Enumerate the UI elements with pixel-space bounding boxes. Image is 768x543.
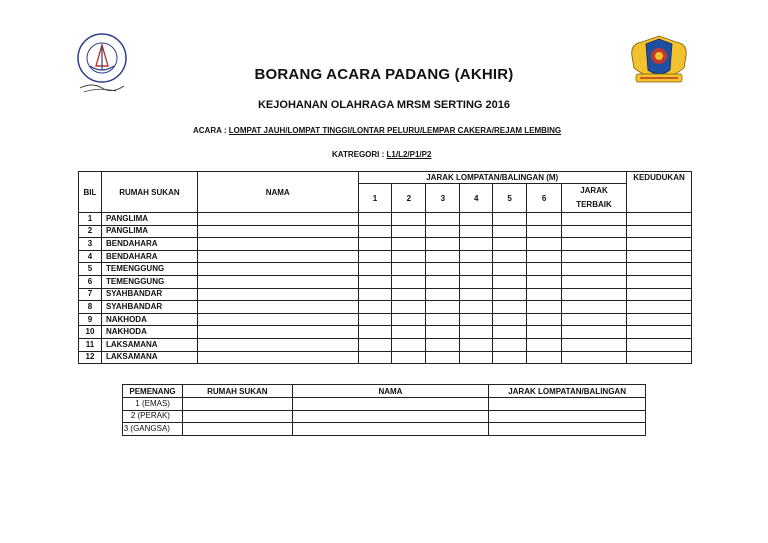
row-bil: 6 bbox=[79, 275, 102, 288]
blank-cell[interactable] bbox=[426, 225, 460, 238]
blank-cell[interactable] bbox=[426, 213, 460, 226]
row-rumah-sukan: PANGLIMA bbox=[101, 225, 197, 238]
blank-cell[interactable] bbox=[489, 398, 646, 411]
row-bil: 11 bbox=[79, 338, 102, 351]
acara-label: ACARA : bbox=[193, 126, 229, 135]
blank-cell[interactable] bbox=[392, 301, 426, 314]
row-rumah-sukan: PANGLIMA bbox=[101, 213, 197, 226]
row-rumah-sukan: BENDAHARA bbox=[101, 238, 197, 251]
blank-cell[interactable] bbox=[527, 326, 562, 339]
blank-cell[interactable] bbox=[489, 410, 646, 423]
header-attempt-4: 4 bbox=[460, 184, 493, 213]
blank-cell[interactable] bbox=[460, 351, 493, 364]
header-jarak: JARAK LOMPATAN/BALINGAN (M) bbox=[358, 172, 626, 184]
row-bil: 5 bbox=[79, 263, 102, 276]
blank-cell[interactable] bbox=[460, 238, 493, 251]
table-row bbox=[79, 326, 692, 339]
blank-cell[interactable] bbox=[197, 338, 358, 351]
row-bil: 1 bbox=[79, 213, 102, 226]
winner-row bbox=[123, 423, 646, 436]
blank-cell[interactable] bbox=[562, 338, 627, 351]
blank-cell[interactable] bbox=[527, 338, 562, 351]
row-rumah-sukan: NAKHODA bbox=[101, 313, 197, 326]
row-bil: 4 bbox=[79, 250, 102, 263]
blank-cell[interactable] bbox=[358, 288, 392, 301]
header-kedudukan: KEDUDUKAN bbox=[626, 172, 691, 213]
winner-row bbox=[123, 398, 646, 411]
blank-cell[interactable] bbox=[358, 313, 392, 326]
blank-cell[interactable] bbox=[493, 225, 527, 238]
winner-rank: 2 (PERAK) bbox=[123, 410, 183, 423]
table-row bbox=[79, 275, 692, 288]
form-title: BORANG ACARA PADANG (AKHIR) bbox=[254, 66, 514, 83]
blank-cell[interactable] bbox=[460, 225, 493, 238]
header-bil: BIL bbox=[79, 172, 102, 213]
acara-value: LOMPAT JAUH/LOMPAT TINGGI/LONTAR PELURU/LEMPAR CAKERA/REJAM LEMBING bbox=[228, 126, 562, 135]
blank-cell[interactable] bbox=[197, 263, 358, 276]
blank-cell[interactable] bbox=[392, 338, 426, 351]
blank-cell[interactable] bbox=[460, 288, 493, 301]
blank-cell[interactable] bbox=[626, 313, 691, 326]
blank-cell[interactable] bbox=[358, 213, 392, 226]
blank-cell[interactable] bbox=[392, 250, 426, 263]
blank-cell[interactable] bbox=[626, 301, 691, 314]
blank-cell[interactable] bbox=[626, 225, 691, 238]
blank-cell[interactable] bbox=[562, 250, 627, 263]
header-nama: NAMA bbox=[197, 172, 358, 213]
blank-cell[interactable] bbox=[626, 263, 691, 276]
blank-cell[interactable] bbox=[426, 288, 460, 301]
blank-cell[interactable] bbox=[493, 238, 527, 251]
blank-cell[interactable] bbox=[392, 313, 426, 326]
header-attempt-5: 5 bbox=[493, 184, 527, 213]
blank-cell[interactable] bbox=[489, 423, 646, 436]
table-row bbox=[79, 213, 692, 226]
blank-cell[interactable] bbox=[493, 326, 527, 339]
event-subtitle: KEJOHANAN OLAHRAGA MRSM SERTING 2016 bbox=[257, 99, 510, 111]
table-row bbox=[79, 250, 692, 263]
blank-cell[interactable] bbox=[527, 225, 562, 238]
header-attempt-1: 1 bbox=[358, 184, 392, 213]
kategori-label: KATREGORI : bbox=[332, 150, 387, 159]
header-jarak-terbaik: JARAK TERBAIK bbox=[562, 184, 627, 213]
row-bil: 8 bbox=[79, 301, 102, 314]
blank-cell[interactable] bbox=[562, 313, 627, 326]
blank-cell[interactable] bbox=[527, 275, 562, 288]
blank-cell[interactable] bbox=[626, 351, 691, 364]
header-attempt-2: 2 bbox=[392, 184, 426, 213]
blank-cell[interactable] bbox=[358, 250, 392, 263]
blank-cell[interactable] bbox=[493, 213, 527, 226]
table-row bbox=[79, 225, 692, 238]
blank-cell[interactable] bbox=[426, 238, 460, 251]
row-rumah-sukan: TEMENGGUNG bbox=[101, 263, 197, 276]
blank-cell[interactable] bbox=[426, 275, 460, 288]
blank-cell[interactable] bbox=[292, 410, 488, 423]
blank-cell[interactable] bbox=[626, 326, 691, 339]
blank-cell[interactable] bbox=[527, 263, 562, 276]
blank-cell[interactable] bbox=[460, 263, 493, 276]
blank-cell[interactable] bbox=[493, 275, 527, 288]
row-bil: 10 bbox=[79, 326, 102, 339]
header-winner-rumah: RUMAH SUKAN bbox=[182, 385, 292, 398]
blank-cell[interactable] bbox=[562, 225, 627, 238]
blank-cell[interactable] bbox=[527, 351, 562, 364]
blank-cell[interactable] bbox=[426, 301, 460, 314]
blank-cell[interactable] bbox=[562, 263, 627, 276]
blank-cell[interactable] bbox=[358, 326, 392, 339]
blank-cell[interactable] bbox=[358, 301, 392, 314]
blank-cell[interactable] bbox=[562, 213, 627, 226]
header-pemenang: PEMENANG bbox=[123, 385, 183, 398]
blank-cell[interactable] bbox=[392, 288, 426, 301]
kategori-line bbox=[332, 150, 431, 159]
blank-cell[interactable] bbox=[426, 313, 460, 326]
header-attempt-3: 3 bbox=[426, 184, 460, 213]
row-bil: 12 bbox=[79, 351, 102, 364]
blank-cell[interactable] bbox=[562, 238, 627, 251]
blank-cell[interactable] bbox=[392, 351, 426, 364]
blank-cell[interactable] bbox=[460, 338, 493, 351]
row-rumah-sukan: NAKHODA bbox=[101, 326, 197, 339]
row-bil: 7 bbox=[79, 288, 102, 301]
blank-cell[interactable] bbox=[562, 275, 627, 288]
blank-cell[interactable] bbox=[626, 275, 691, 288]
winners-table bbox=[122, 384, 646, 436]
blank-cell[interactable] bbox=[197, 275, 358, 288]
blank-cell[interactable] bbox=[197, 225, 358, 238]
blank-cell[interactable] bbox=[527, 301, 562, 314]
blank-cell[interactable] bbox=[493, 338, 527, 351]
table-row bbox=[79, 301, 692, 314]
results-table bbox=[78, 171, 692, 364]
winner-row bbox=[123, 410, 646, 423]
row-rumah-sukan: SYAHBANDAR bbox=[101, 288, 197, 301]
blank-cell[interactable] bbox=[358, 238, 392, 251]
blank-cell[interactable] bbox=[392, 238, 426, 251]
blank-cell[interactable] bbox=[358, 275, 392, 288]
table-row bbox=[79, 313, 692, 326]
blank-cell[interactable] bbox=[426, 326, 460, 339]
blank-cell[interactable] bbox=[493, 351, 527, 364]
blank-cell[interactable] bbox=[493, 263, 527, 276]
blank-cell[interactable] bbox=[460, 301, 493, 314]
blank-cell[interactable] bbox=[197, 288, 358, 301]
blank-cell[interactable] bbox=[392, 225, 426, 238]
blank-cell[interactable] bbox=[493, 313, 527, 326]
blank-cell[interactable] bbox=[197, 301, 358, 314]
header-winner-nama: NAMA bbox=[292, 385, 488, 398]
blank-cell[interactable] bbox=[392, 263, 426, 276]
blank-cell[interactable] bbox=[562, 351, 627, 364]
blank-cell[interactable] bbox=[197, 313, 358, 326]
blank-cell[interactable] bbox=[460, 275, 493, 288]
blank-cell[interactable] bbox=[182, 423, 292, 436]
acara-line bbox=[193, 126, 561, 135]
table-row bbox=[79, 238, 692, 251]
blank-cell[interactable] bbox=[562, 301, 627, 314]
blank-cell[interactable] bbox=[527, 250, 562, 263]
table-row bbox=[79, 351, 692, 364]
blank-cell[interactable] bbox=[426, 338, 460, 351]
blank-cell[interactable] bbox=[527, 213, 562, 226]
blank-cell[interactable] bbox=[392, 326, 426, 339]
blank-cell[interactable] bbox=[358, 225, 392, 238]
blank-cell[interactable] bbox=[358, 263, 392, 276]
blank-cell[interactable] bbox=[460, 213, 493, 226]
table-row bbox=[79, 288, 692, 301]
blank-cell[interactable] bbox=[292, 423, 488, 436]
row-rumah-sukan: LAKSAMANA bbox=[101, 338, 197, 351]
blank-cell[interactable] bbox=[197, 351, 358, 364]
table-row bbox=[79, 263, 692, 276]
blank-cell[interactable] bbox=[182, 398, 292, 411]
blank-cell[interactable] bbox=[626, 238, 691, 251]
blank-cell[interactable] bbox=[460, 250, 493, 263]
blank-cell[interactable] bbox=[358, 338, 392, 351]
blank-cell[interactable] bbox=[562, 326, 627, 339]
row-rumah-sukan: LAKSAMANA bbox=[101, 351, 197, 364]
blank-cell[interactable] bbox=[392, 213, 426, 226]
header-rumah-sukan: RUMAH SUKAN bbox=[101, 172, 197, 213]
blank-cell[interactable] bbox=[292, 398, 488, 411]
header-attempt-6: 6 bbox=[527, 184, 562, 213]
kategori-value: L1/L2/P1/P2 bbox=[386, 150, 432, 159]
blank-cell[interactable] bbox=[358, 351, 392, 364]
blank-cell[interactable] bbox=[493, 288, 527, 301]
winner-rank: 3 (GANGSA) bbox=[123, 423, 183, 436]
blank-cell[interactable] bbox=[626, 288, 691, 301]
blank-cell[interactable] bbox=[493, 301, 527, 314]
blank-cell[interactable] bbox=[197, 238, 358, 251]
blank-cell[interactable] bbox=[493, 250, 527, 263]
row-rumah-sukan: TEMENGGUNG bbox=[101, 275, 197, 288]
blank-cell[interactable] bbox=[182, 410, 292, 423]
blank-cell[interactable] bbox=[460, 326, 493, 339]
table-row bbox=[79, 338, 692, 351]
blank-cell[interactable] bbox=[426, 351, 460, 364]
blank-cell[interactable] bbox=[626, 338, 691, 351]
blank-cell[interactable] bbox=[562, 288, 627, 301]
row-rumah-sukan: SYAHBANDAR bbox=[101, 301, 197, 314]
blank-cell[interactable] bbox=[197, 250, 358, 263]
blank-cell[interactable] bbox=[197, 326, 358, 339]
winner-rank: 1 (EMAS) bbox=[123, 398, 183, 411]
row-bil: 2 bbox=[79, 225, 102, 238]
blank-cell[interactable] bbox=[626, 250, 691, 263]
blank-cell[interactable] bbox=[527, 313, 562, 326]
blank-cell[interactable] bbox=[426, 263, 460, 276]
blank-cell[interactable] bbox=[527, 288, 562, 301]
blank-cell[interactable] bbox=[460, 313, 493, 326]
blank-cell[interactable] bbox=[426, 250, 460, 263]
mara-logo bbox=[72, 30, 138, 96]
blank-cell[interactable] bbox=[197, 213, 358, 226]
row-rumah-sukan: BENDAHARA bbox=[101, 250, 197, 263]
header-winner-jarak: JARAK LOMPATAN/BALINGAN bbox=[489, 385, 646, 398]
blank-cell[interactable] bbox=[392, 275, 426, 288]
blank-cell[interactable] bbox=[626, 213, 691, 226]
row-bil: 9 bbox=[79, 313, 102, 326]
row-bil: 3 bbox=[79, 238, 102, 251]
blank-cell[interactable] bbox=[527, 238, 562, 251]
